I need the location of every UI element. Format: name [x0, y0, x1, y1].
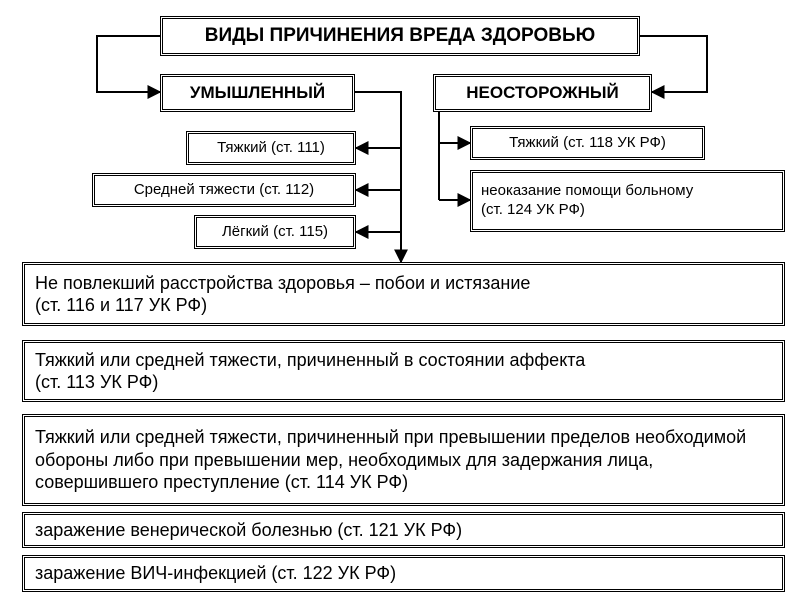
intentional-node: УМЫШЛЕННЫЙ	[160, 74, 355, 112]
other-type-beatings: Не повлекший расстройства здоровья – побои и истязание (ст. 116 и 117 УК РФ)	[22, 262, 785, 326]
negligent-item-help: неоказание помощи больному (ст. 124 УК РФ)	[470, 170, 785, 232]
other-type-defense: Тяжкий или средней тяжести, причиненный при превышении пределов необходимой обороны либо при превышении мер, необходимых для задержания лица, совершившего преступление (ст. 114 УК РФ)	[22, 414, 785, 506]
title-to-intentional-arrow	[97, 36, 160, 92]
negligent-node: НЕОСТОРОЖНЫЙ	[433, 74, 652, 112]
intentional-item-medium: Средней тяжести (ст. 112)	[92, 173, 356, 207]
negligent-item-heavy: Тяжкий (ст. 118 УК РФ)	[470, 126, 705, 160]
other-type-affect: Тяжкий или средней тяжести, причиненный в состоянии аффекта (ст. 113 УК РФ)	[22, 340, 785, 402]
intentional-item-light: Лёгкий (ст. 115)	[194, 215, 356, 249]
intentional-trunk-arrow	[355, 92, 401, 262]
diagram-title: ВИДЫ ПРИЧИНЕНИЯ ВРЕДА ЗДОРОВЬЮ	[160, 16, 640, 56]
other-type-venereal: заражение венерической болезнью (ст. 121 УК РФ)	[22, 512, 785, 548]
other-type-hiv: заражение ВИЧ-инфекцией (ст. 122 УК РФ)	[22, 555, 785, 592]
intentional-item-heavy: Тяжкий (ст. 111)	[186, 131, 356, 165]
